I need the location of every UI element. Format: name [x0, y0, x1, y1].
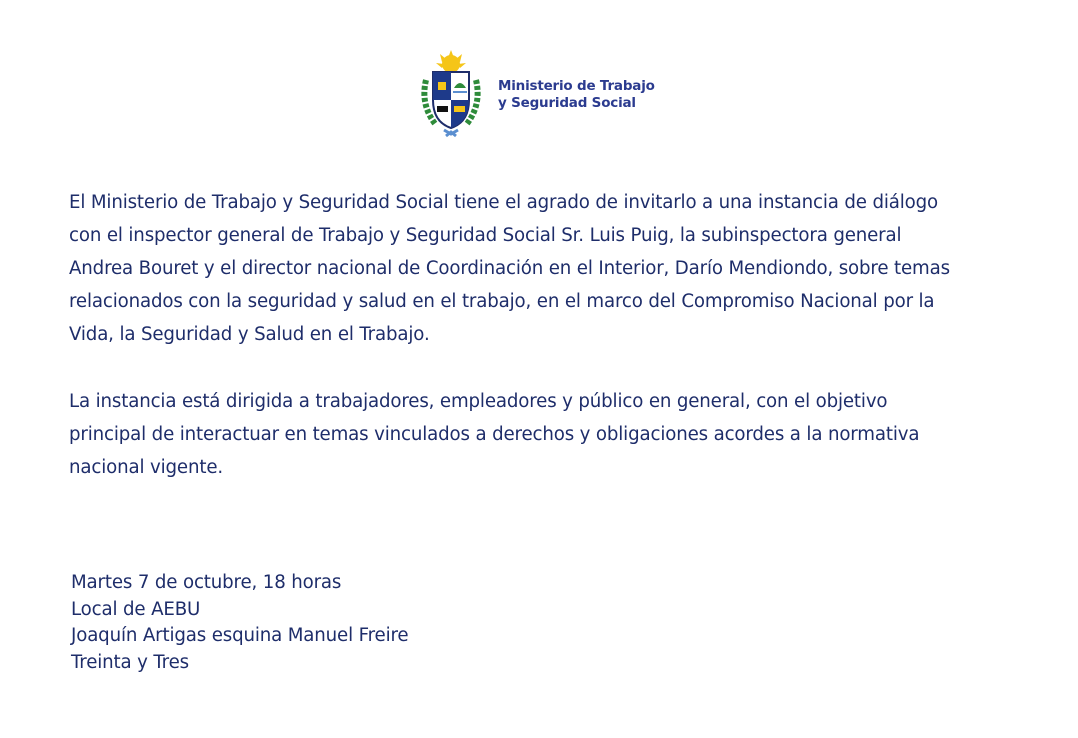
- text-line: Andrea Bouret y el director nacional de Coordinación en el Interior, Darío Mendiondo, sobre temas: [69, 258, 950, 279]
- text-line: principal de interactuar en temas vinculados a derechos y obligaciones acordes a la normativa: [69, 424, 920, 445]
- audience-paragraph: [69, 385, 919, 484]
- ministry-name-line1: Ministerio de Trabajo: [498, 78, 655, 94]
- text-line: relacionados con la seguridad y salud en el trabajo, en el marco del Compromiso Nacional por la: [69, 291, 935, 312]
- event-date: Martes 7 de octubre, 18 horas: [71, 572, 342, 593]
- ministry-name: [498, 78, 655, 112]
- text-line: El Ministerio de Trabajo y Seguridad Social tiene el agrado de invitarlo a una instancia de diálogo: [69, 192, 939, 213]
- event-venue: Local de AEBU: [71, 598, 201, 620]
- event-city: Treinta y Tres: [71, 651, 189, 673]
- text-line: nacional vigente.: [69, 457, 223, 478]
- text-line: La instancia está dirigida a trabajadores, empleadores y público en general, con el objetivo: [69, 391, 888, 412]
- text-line: Vida, la Seguridad y Salud en el Trabajo.: [69, 324, 430, 345]
- ministry-header: [416, 50, 655, 140]
- event-details: [71, 570, 408, 676]
- invitation-paragraph: [69, 186, 950, 351]
- event-address: Joaquín Artigas esquina Manuel Freire: [71, 625, 409, 646]
- coat-of-arms-icon: [416, 50, 486, 140]
- text-line: con el inspector general de Trabajo y Seguridad Social Sr. Luis Puig, la subinspectora general: [69, 225, 902, 246]
- ministry-name-line2: y Seguridad Social: [498, 95, 636, 111]
